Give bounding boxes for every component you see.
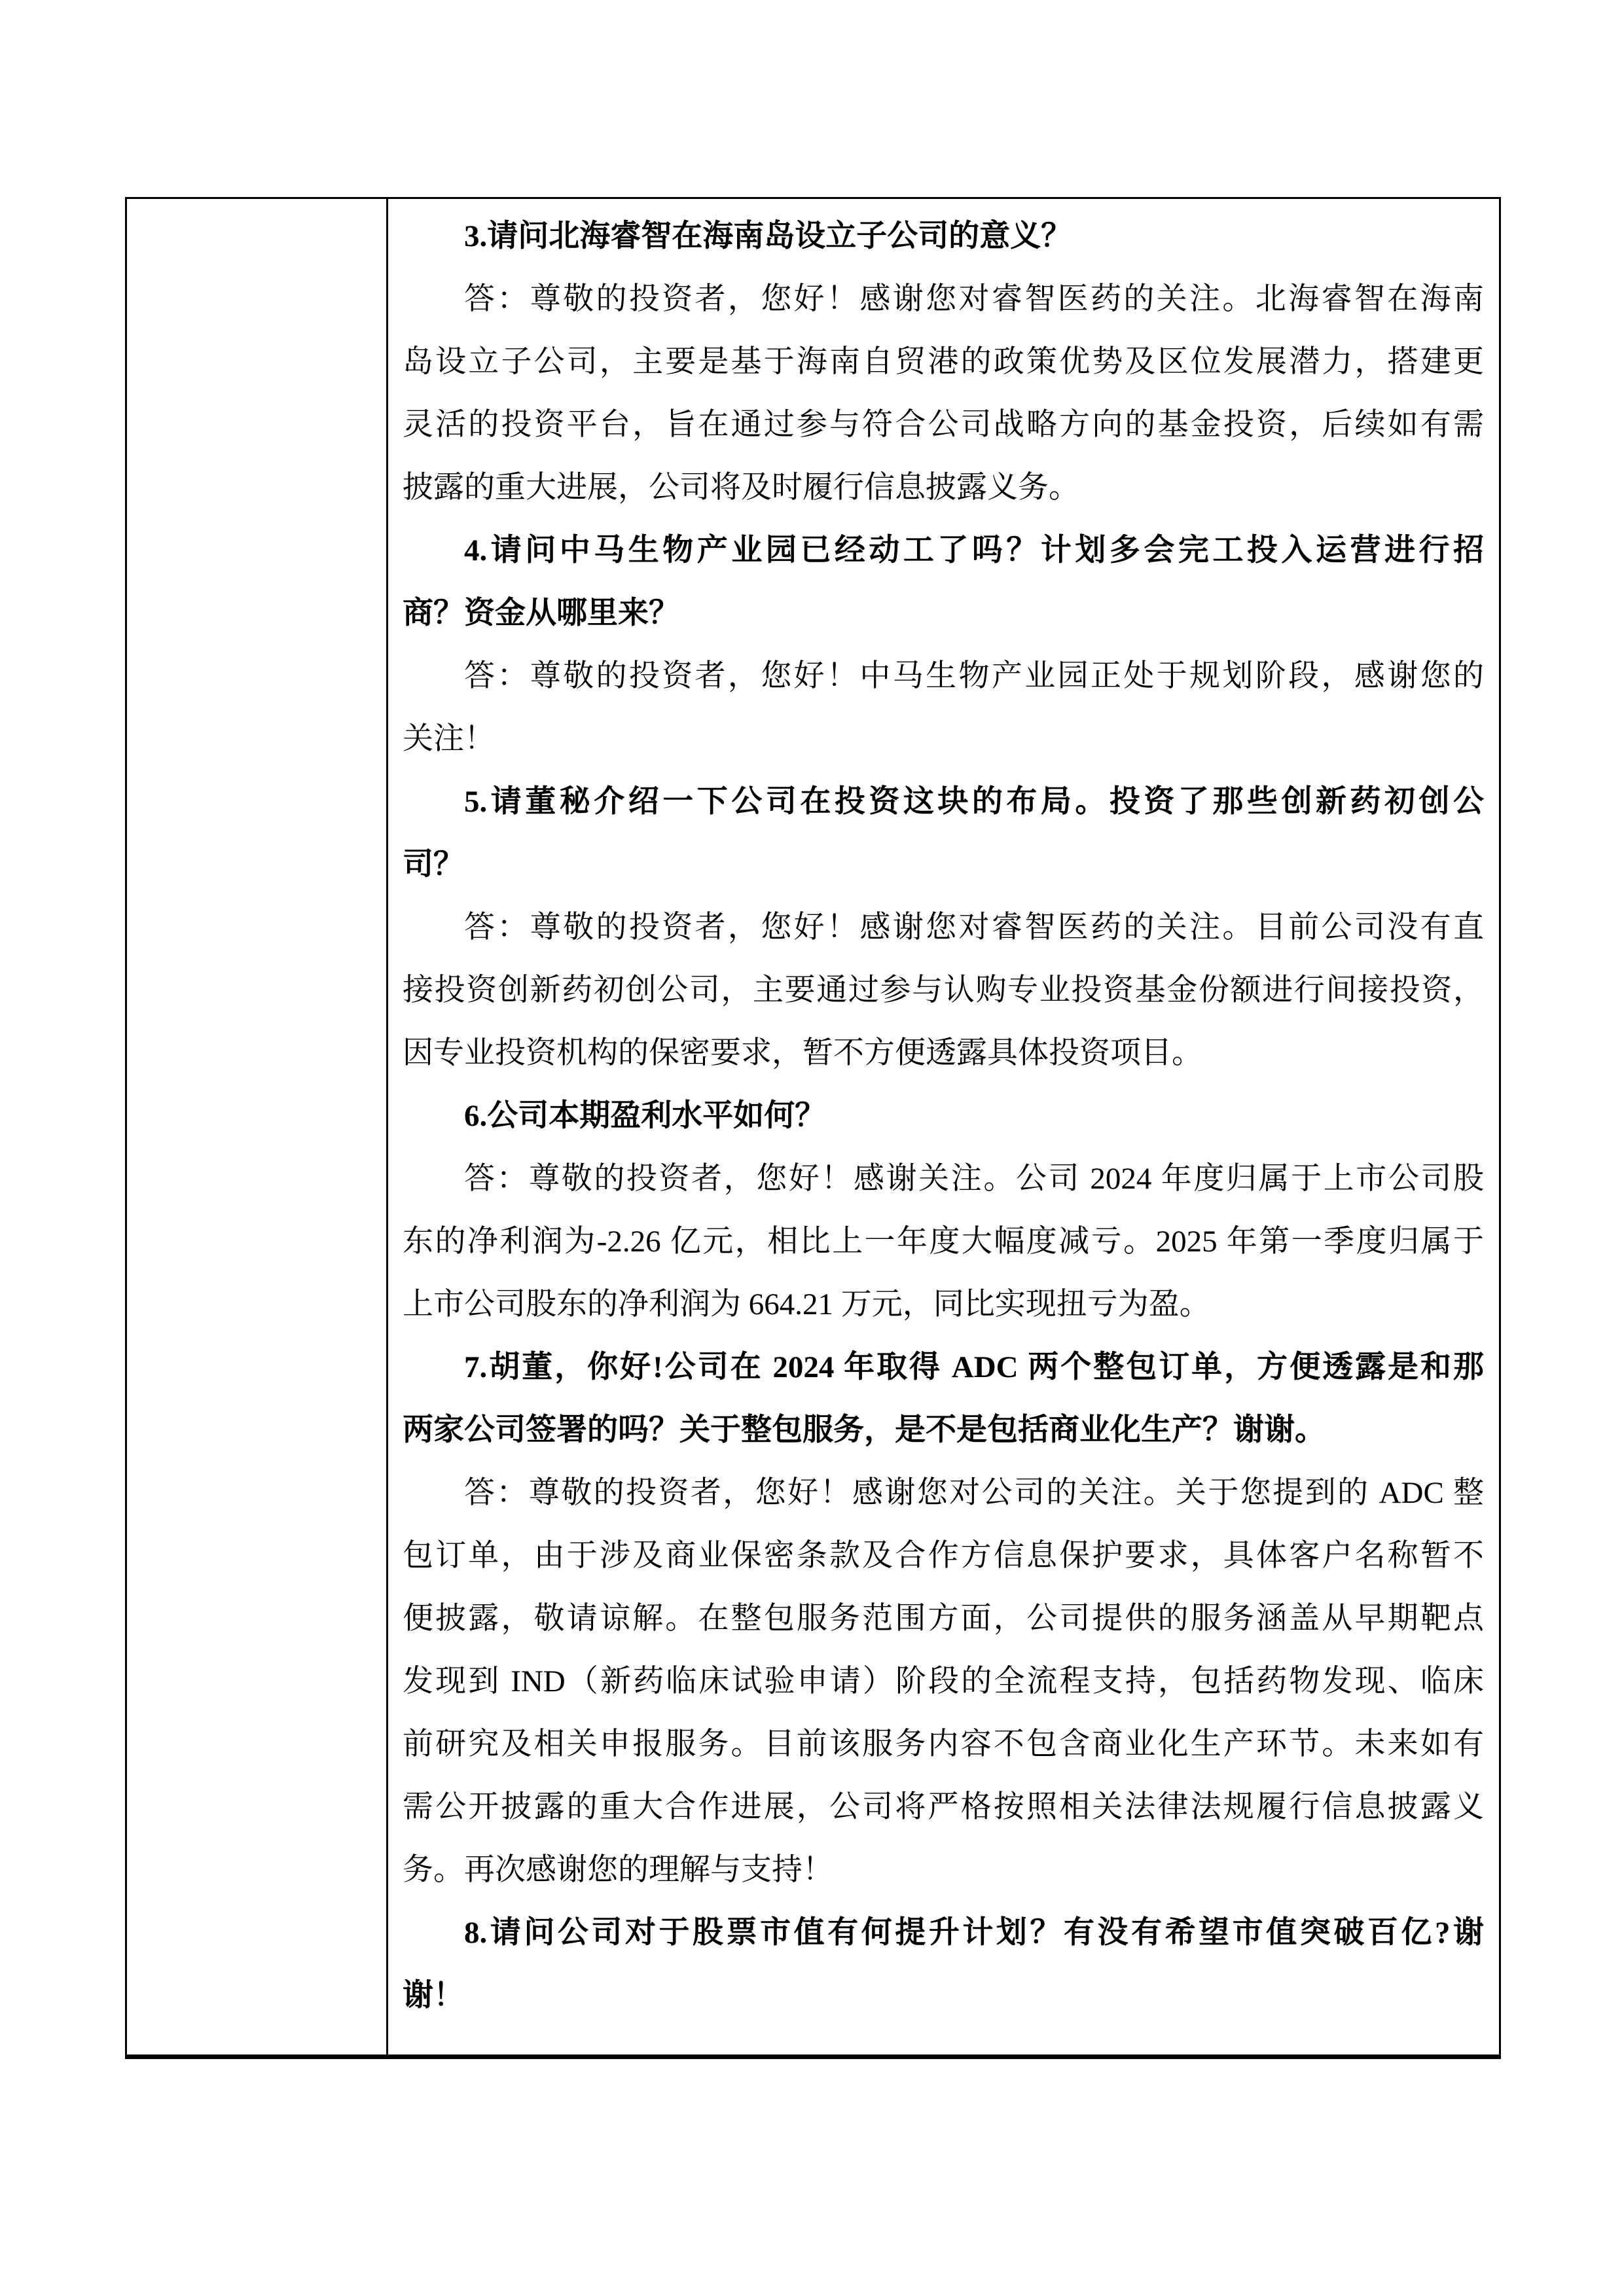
answer-text-line: 答：尊敬的投资者，您好！感谢您对睿智医药的关注。目前公司没有直 bbox=[464, 910, 1484, 944]
question-text-line: 司？ bbox=[403, 848, 464, 882]
question-text-line: 商？资金从哪里来？ bbox=[403, 596, 679, 630]
question-text-line: 7.胡董，你好!公司在 2024 年取得 ADC 两个整包订单，方便透露是和那 bbox=[464, 1350, 1484, 1384]
question-text-line: 8.请问公司对于股票市值有何提升计划？有没有希望市值突破百亿?谢 bbox=[464, 1916, 1484, 1950]
answer-text-line: 答：尊敬的投资者，您好！中马生物产业园正处于规划阶段，感谢您的 bbox=[464, 659, 1484, 693]
answer-text-line: 接投资创新药初创公司，主要通过参与认购专业投资基金份额进行间接投资， bbox=[403, 973, 1484, 1007]
answer-text-line: 包订单，由于涉及商业保密条款及合作方信息保护要求，具体客户名称暂不 bbox=[403, 1539, 1484, 1573]
table-cell-right bbox=[388, 199, 1499, 2054]
answer-text-line: 发现到 IND（新药临床试验申请）阶段的全流程支持，包括药物发现、临床 bbox=[403, 1664, 1484, 1698]
answer-text-line: 答：尊敬的投资者，您好！感谢关注。公司 2024 年度归属于上市公司股 bbox=[464, 1162, 1484, 1196]
answer-text-line: 灵活的投资平台，旨在通过参与符合公司战略方向的基金投资，后续如有需 bbox=[403, 408, 1484, 442]
answer-text-line: 答：尊敬的投资者，您好！感谢您对公司的关注。关于您提到的 ADC 整 bbox=[464, 1476, 1484, 1510]
answer-text-line: 关注！ bbox=[403, 722, 495, 756]
answer-text-line: 前研究及相关申报服务。目前该服务内容不包含商业化生产环节。未来如有 bbox=[403, 1727, 1484, 1761]
question-text-line: 谢！ bbox=[403, 1979, 464, 2013]
answer-text-line: 披露的重大进展，公司将及时履行信息披露义务。 bbox=[403, 471, 1079, 505]
answer-text-line: 东的净利润为-2.26 亿元，相比上一年度大幅度减亏。2025 年第一季度归属于 bbox=[403, 1225, 1484, 1259]
question-text-line: 5.请董秘介绍一下公司在投资这块的布局。投资了那些创新药初创公 bbox=[464, 785, 1484, 819]
answer-text-line: 务。再次感谢您的理解与支持！ bbox=[403, 1853, 833, 1887]
table-cell-left bbox=[127, 199, 388, 2054]
question-text-line: 6.公司本期盈利水平如何？ bbox=[464, 1099, 826, 1133]
answer-text-line: 便披露，敬请谅解。在整包服务范围方面，公司提供的服务涵盖从早期靶点 bbox=[403, 1602, 1484, 1636]
question-text-line: 3.请问北海睿智在海南岛设立子公司的意义？ bbox=[464, 219, 1072, 253]
question-text-line: 4.请问中马生物产业园已经动工了吗？计划多会完工投入运营进行招 bbox=[464, 533, 1484, 567]
question-text-line: 两家公司签署的吗？关于整包服务，是不是包括商业化生产？谢谢。 bbox=[403, 1413, 1326, 1447]
qa-record-table bbox=[125, 197, 1501, 2059]
answer-text-line: 因专业投资机构的保密要求，暂不方便透露具体投资项目。 bbox=[403, 1036, 1202, 1070]
answer-text-line: 岛设立子公司，主要是基于海南自贸港的政策优势及区位发展潜力，搭建更 bbox=[403, 345, 1484, 379]
answer-text-line: 需公开披露的重大合作进展，公司将严格按照相关法律法规履行信息披露义 bbox=[403, 1790, 1484, 1824]
answer-text-line: 答：尊敬的投资者，您好！感谢您对睿智医药的关注。北海睿智在海南 bbox=[464, 282, 1484, 316]
answer-text-line: 上市公司股东的净利润为 664.21 万元，同比实现扭亏为盈。 bbox=[403, 1287, 1210, 1321]
